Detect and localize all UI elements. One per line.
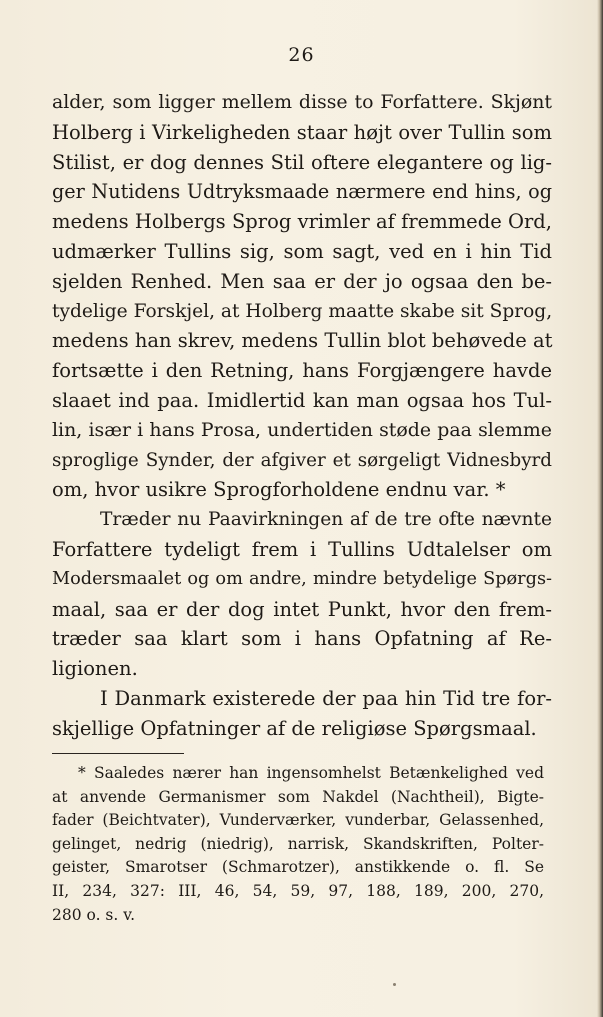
footnote [52, 762, 544, 927]
body-line: udmærker Tullins sig, som sagt, ved en i hin Tid [52, 239, 552, 263]
body-line-paragraph-start: Træder nu Paavirkningen af de tre ofte nævnte [100, 509, 552, 531]
paper-speck [393, 983, 396, 986]
body-line: lin, især i hans Prosa, undertiden støde paa slemme [52, 418, 552, 441]
body-line: sproglige Synder, der afgiver et sørgeligt Vidnesbyrd [52, 449, 552, 471]
body-line: medens Holbergs Sprog vrimler af fremmede Ord, [52, 210, 552, 234]
body-line: slaaet ind paa. Imidlertid kan man ogsaa hos Tul- [52, 388, 552, 412]
footnote-line: fader (Beichtvater), Vunderværker, vunderbar, Gelassenhed, [52, 811, 544, 830]
footnote-line: II, 234, 327: III, 46, 54, 59, 97, 188, 189, 200, 270, [52, 881, 544, 900]
body-line: tydelige Forskjel, at Holberg maatte skabe sit Sprog, [52, 300, 553, 322]
body-line: ger Nutidens Udtryksmaade nærmere end hins, og [52, 180, 552, 204]
body-line: træder saa klart som i hans Opfatning af Re- [52, 627, 552, 651]
footnote-separator [52, 753, 184, 754]
page-number: 26 [288, 44, 315, 66]
body-line: medens han skrev, medens Tullin blot behøvede at [52, 329, 553, 353]
page-edge-shadow [597, 0, 603, 1017]
body-line-paragraph-end: ligionen. [52, 657, 138, 681]
body-line: maal, saa er der dog intet Punkt, hvor den frem- [52, 597, 552, 621]
footnote-line: geister, Smarotser (Schmarotzer), anstikkende o. fl. Se [52, 858, 544, 877]
body-line: alder, som ligger mellem disse to Forfattere. Skjønt [52, 91, 552, 113]
body-line: Forfattere tydeligt frem i Tullins Udtalelser om [52, 537, 552, 561]
body-line: Holberg i Virkeligheden staar højt over Tullin som [52, 120, 552, 144]
footnote-line: 280 o. s. v. [52, 905, 136, 924]
body-line: skjellige Opfatninger af de religiøse Spørgsmaal. [52, 716, 537, 740]
body-line: sjelden Renhed. Men saa er der jo ogsaa den be- [52, 269, 552, 293]
body-line-paragraph-start: I Danmark existerede der paa hin Tid tre for- [100, 686, 552, 710]
body-line-paragraph-end: om, hvor usikre Sprogforholdene endnu var. * [52, 478, 506, 502]
footnote-line: gelinget, nedrig (niedrig), narrisk, Skandskriften, Polter- [52, 834, 544, 853]
body-line: fortsætte i den Retning, hans Forgjængere havde [52, 359, 552, 383]
body-line: Modersmaalet og om andre, mindre betydelige Spørgs- [52, 568, 552, 589]
footnote-line: at anvende Germanismer som Nakdel (Nachtheil), Bigte- [52, 787, 544, 806]
footnote-line: * Saaledes nærer han ingensomhelst Betænkelighed ved [78, 764, 544, 782]
body-text [52, 88, 552, 744]
body-line: Stilist, er dog dennes Stil oftere elegantere og lig- [52, 150, 552, 174]
